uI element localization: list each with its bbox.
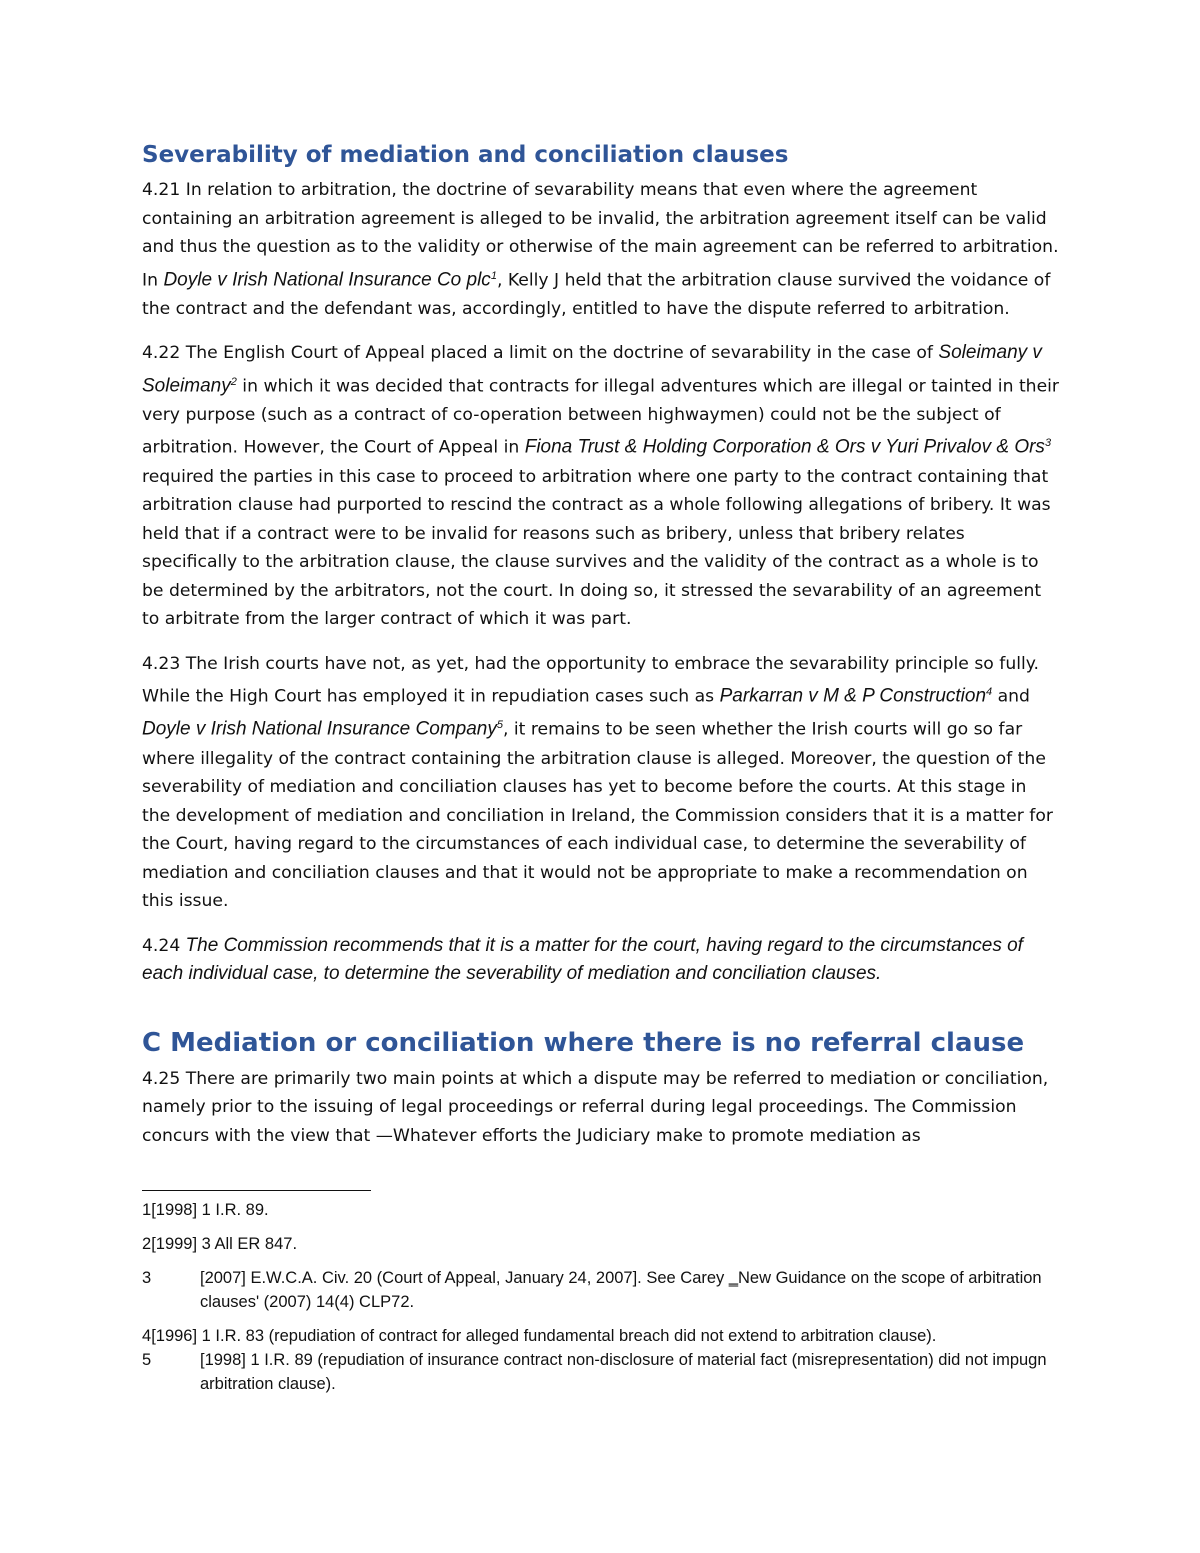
- paragraph-number: 4.25: [142, 1068, 181, 1089]
- paragraph-number: 4.23: [142, 653, 181, 674]
- footnote-number: 1: [142, 1201, 152, 1219]
- paragraph-number: 4.21: [142, 180, 181, 200]
- paragraph-4-23: [142, 650, 1060, 916]
- footnote-1: [142, 1198, 1060, 1222]
- case-citation: Parkarran v M & P Construction: [719, 685, 987, 707]
- paragraph-4-25: [142, 1065, 1060, 1151]
- case-citation: Soleimany v Soleimany: [142, 342, 1042, 397]
- spacer: [142, 1005, 1060, 1027]
- footnote-4: [142, 1324, 1060, 1348]
- footnote-separator: [142, 1190, 371, 1191]
- body-content: [142, 140, 1060, 1166]
- paragraph-text: , Kelly J held that the arbitration clause survived the voidance of the contract and the defendant was, accordingly, entitled to have the dispute referred to arbitration.: [142, 270, 1051, 319]
- footnote-text: [1998] 1 I.R. 89.: [151, 1201, 269, 1219]
- paragraph-text: The Irish courts have not, as yet, had the opportunity to embrace the sevarability principle so fully. While the High Court has employed it in repudiation cases such as: [142, 653, 1039, 707]
- footnote-2: [142, 1232, 1060, 1256]
- footnote-number: 3: [142, 1269, 152, 1287]
- footnote-ref[interactable]: 2: [230, 375, 237, 388]
- footnote-text: [1999] 3 All ER 847.: [151, 1235, 298, 1253]
- footnote-text: [1998] 1 I.R. 89 (repudiation of insurance contract non-disclosure of material fact (misrepresentation) did not impugn arbitration clause).: [200, 1351, 1047, 1393]
- section-heading-severability: Severability of mediation and conciliation clauses: [142, 142, 789, 168]
- footnote-5: [142, 1348, 1060, 1396]
- paragraph-number: 4.24: [142, 935, 181, 956]
- paragraph-text: in which it was decided that contracts for illegal adventures which are illegal or tainted in their very purpose (such as a contract of co-operation between highwaymen) could not be the subject of arbitration. However, the Court of Appeal in: [142, 376, 1059, 459]
- footnote-ref[interactable]: 5: [496, 719, 503, 732]
- case-citation: Doyle v Irish National Insurance Company: [142, 719, 497, 741]
- paragraph-4-24-recommendation: [142, 932, 1060, 989]
- footnote-number: 4: [142, 1327, 152, 1345]
- paragraph-4-22: [142, 339, 1060, 633]
- case-citation: Fiona Trust & Holding Corporation & Ors v Yuri Privalov & Ors: [524, 437, 1045, 459]
- case-citation: Doyle v Irish National Insurance Co plc: [163, 269, 491, 291]
- paragraph-4-21: [142, 176, 1060, 323]
- paragraph-text: and: [992, 686, 1030, 707]
- footnote-number: 5: [142, 1351, 152, 1369]
- recommendation-text: The Commission recommends that it is a matter for the court, having regard to the circumstances of each individual case, to determine the severability of mediation and conciliation clauses.: [142, 934, 1023, 985]
- section-heading-no-referral-clause: C Mediation or conciliation where there is no referral clause: [142, 1027, 1025, 1058]
- paragraph-text: , it remains to be seen whether the Irish courts will go so far where illegality of the contract containing the arbitration clause is alleged. Moreover, the question of the severability of mediation and conciliation clauses has yet to become before the courts. At this stage in the development of mediation and conciliation in Ireland, the Commission considers that it is a matter for the Court, having regard to the circumstances of each individual case, to determine the severability of mediation and conciliation clauses and that it would not be appropriate to make a recommendation on this issue.: [142, 720, 1053, 912]
- footnote-number: 2: [142, 1235, 152, 1253]
- footnote-3: [142, 1266, 1060, 1314]
- paragraph-text: There are primarily two main points at which a dispute may be referred to mediation or conciliation, namely prior to the issuing of legal proceedings or referral during legal proceedings. The Commission concurs with the view that —Whatever efforts the Judiciary make to promote mediation as: [142, 1068, 1049, 1146]
- paragraph-number: 4.22: [142, 343, 181, 364]
- footnotes: [142, 1198, 1060, 1406]
- paragraph-text: required the parties in this case to proceed to arbitration where one party to the contract containing that arbitration clause had purported to rescind the contract as a whole following allegations of bribery. It was held that if a contract were to be invalid for reasons such as bribery, unless that bribery relates specifically to the arbitration clause, the clause survives and the validity of the contract as a whole is to be determined by the arbitrators, not the court. In doing so, it stressed the sevarability of an agreement to arbitrate from the larger contract of which it was part.: [142, 466, 1051, 630]
- footnote-ref[interactable]: 3: [1044, 437, 1052, 450]
- paragraph-text: In relation to arbitration, the doctrine of sevarability means that even where the agreement containing an arbitration agreement is alleged to be invalid, the arbitration agreement itself can be valid and thus the question as to the validity or otherwise of the main agreement can be referred to arbitration. In: [142, 180, 1059, 291]
- footnote-ref[interactable]: 1: [490, 269, 497, 282]
- footnote-ref[interactable]: 4: [986, 686, 993, 699]
- footnote-text: [1996] 1 I.R. 83 (repudiation of contract for alleged fundamental breach did not extend to arbitration clause).: [151, 1327, 937, 1345]
- footnote-text: [2007] E.W.C.A. Civ. 20 (Court of Appeal, January 24, 2007]. See Carey ‗New Guidance on the scope of arbitration clauses' (2007) 14(4) CLP72.: [200, 1269, 1042, 1311]
- paragraph-text: The English Court of Appeal placed a limit on the doctrine of sevarability in the case of: [180, 343, 939, 364]
